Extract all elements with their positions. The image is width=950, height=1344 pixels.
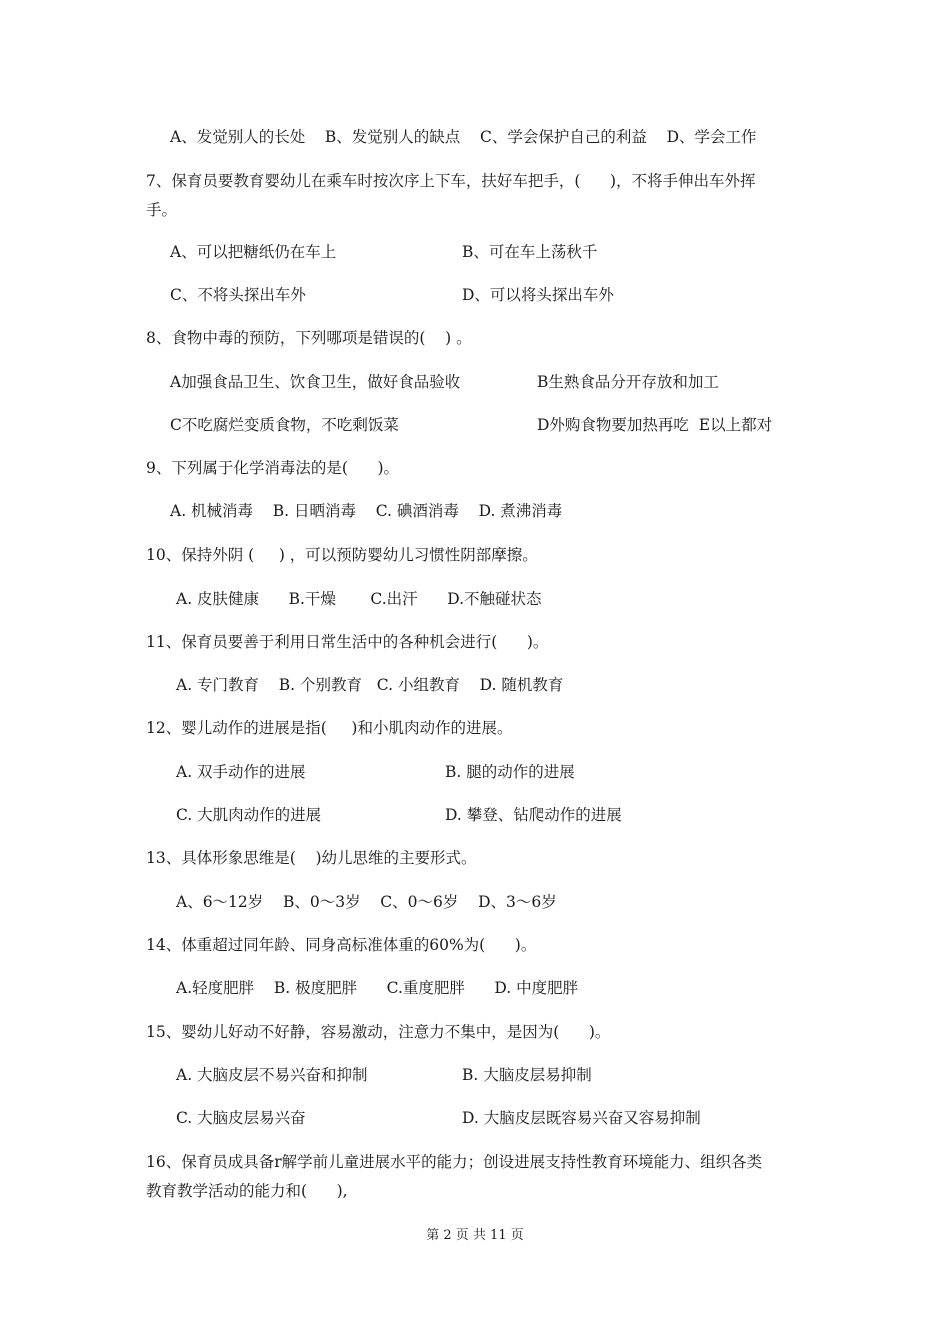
q9-stem: 9、下列属于化学消毒法的是( )。 [146,459,400,477]
q6-options: A、发觉别人的长处 B、发觉别人的缺点 C、学会保护自己的利益 D、学会工作 [170,128,757,146]
q13-stem: 13、具体形象思维是( )幼儿思维的主要形式。 [146,849,477,867]
q10-options: A. 皮肤健康 B.干燥 C.出汗 D.不触碰状态 [176,590,542,608]
q15-option-d: D. 大脑皮层既容易兴奋又容易抑制 [462,1109,701,1127]
page-footer: 第 2 页 共 11 页 [426,1228,524,1243]
q13-options: A、6～12岁 B、0～3岁 C、0～6岁 D、3～6岁 [176,893,557,911]
q8-stem: 8、食物中毒的预防，下列哪项是错误的( ) 。 [146,329,472,347]
q7-option-b: B、可在车上荡秋千 [462,243,598,261]
q15-option-a: A. 大脑皮层不易兴奋和抑制 [176,1066,368,1084]
q7-stem-line2: 手。 [146,201,178,219]
q14-stem: 14、体重超过同年龄、同身高标准体重的60%为( )。 [146,936,537,954]
q16-stem-line1: 16、保育员成具备r解学前儿童进展水平的能力；创设进展支持性教育环境能力、组织各类 [146,1153,763,1171]
q7-option-d: D、可以将头探出车外 [462,286,614,304]
q16-stem-line2: 教育教学活动的能力和( ), [146,1182,348,1200]
q8-option-a: A加强食品卫生、饮食卫生，做好食品验收 [170,373,461,391]
q12-stem: 12、婴儿动作的进展是指( )和小肌肉动作的进展。 [146,719,513,737]
q15-stem: 15、婴幼儿好动不好静，容易激动，注意力不集中，是因为( )。 [146,1023,611,1041]
q14-options: A.轻度肥胖 B. 极度肥胖 C.重度肥胖 D. 中度肥胖 [176,979,579,997]
q15-option-b: B. 大脑皮层易抑制 [462,1066,592,1084]
q8-option-c: C不吃腐烂变质食物，不吃剩饭菜 [170,416,399,434]
q10-stem: 10、保持外阴 ( ) ，可以预防婴幼儿习惯性阴部摩擦。 [146,546,538,564]
q12-option-a: A. 双手动作的进展 [176,763,306,781]
q8-option-de: D外购食物要加热再吃 E以上都对 [537,416,773,434]
q7-stem-line1: 7、保育员要教育婴幼儿在乘车时按次序上下车，扶好车把手，( )，不将手伸出车外挥 [146,172,756,190]
q15-option-c: C. 大脑皮层易兴奋 [176,1109,306,1127]
q12-option-c: C. 大肌肉动作的进展 [176,806,322,824]
q7-option-a: A、可以把糖纸仍在车上 [170,243,337,261]
q9-options: A. 机械消毒 B. 日晒消毒 C. 碘酒消毒 D. 煮沸消毒 [170,502,563,520]
q7-option-c: C、不将头探出车外 [170,286,306,304]
q8-option-b: B生熟食品分开存放和加工 [537,373,719,391]
q12-option-d: D. 攀登、钻爬动作的进展 [445,806,622,824]
q12-option-b: B. 腿的动作的进展 [445,763,575,781]
q11-stem: 11、保育员要善于利用日常生活中的各种机会进行( )。 [146,633,549,651]
q11-options: A. 专门教育 B. 个别教育 C. 小组教育 D. 随机教育 [176,676,564,694]
